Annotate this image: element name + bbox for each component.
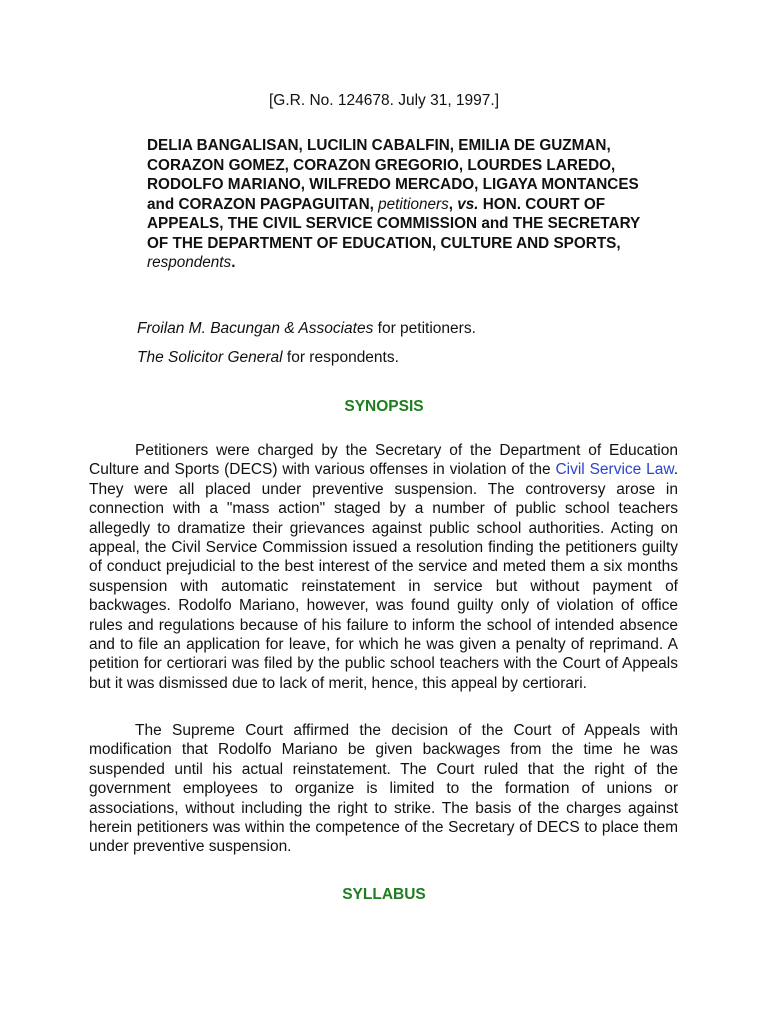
civil-service-law-link[interactable]: Civil Service Law bbox=[555, 461, 674, 479]
synopsis-text: Petitioners were charged by the Secretary of the Department of Education Culture and Sports (DECS) with various offenses in violation of the bbox=[89, 442, 678, 479]
synopsis-text: The Supreme Court affirmed the decision of the Court of Appeals with modification that Rodolfo Mariano be given backwages from the time he was suspended until his actual reinstatement. The Court ruled that the right of the government employees to organize is limited to the formation of unions or associations, without including the right to strike. The basis of the charges against herein petitioners was within the competence of the Secretary of DECS to place them under preventive suspension. bbox=[89, 722, 678, 856]
synopsis-heading: SYNOPSIS bbox=[344, 398, 424, 415]
respondents-role: respondents bbox=[147, 254, 232, 271]
synopsis-text: . They were all placed under preventive suspension. The controversy arose in connection with a "mass action" staged by a number of public school teachers allegedly to dramatize their grievances against public school authorities. Acting on appeal, the Civil Service Commission issued a resolution finding the petitioners guilty of conduct prejudicial to the best interest of the service and meted them a six months suspension with automatic reinstatement in service but without payment of backwages. Rodolfo Mariano, however, was found guilty only of violation of office rules and regulations because of his failure to inform the school of intended absence and to file an application for leave, for which he was given a penalty of reprimand. A petition for certiorari was filed by the public school teachers with the Court of Appeals but it was dismissed due to lack of merit, hence, this appeal by certiorari. bbox=[89, 461, 678, 692]
counsel-for-petitioners bbox=[137, 320, 697, 338]
respondents-counsel-name: The Solicitor General bbox=[137, 349, 283, 366]
petitioners-names: DELIA BANGALISAN, LUCILIN CABALFIN, EMILIA DE GUZMAN, CORAZON GOMEZ, CORAZON GREGORIO, LOURDES LAREDO, RODOLFO MARIANO, WILFREDO MERCADO, LIGAYA MONTANCES and CORAZON PAGPAGUITAN bbox=[147, 137, 639, 213]
petitioners-counsel-suffix: for petitioners. bbox=[373, 320, 476, 337]
respondents-names: HON. COURT OF APPEALS, THE CIVIL SERVICE COMMISSION and THE SECRETARY OF THE DEPARTMENT OF EDUCATION, CULTURE AND SPORTS bbox=[147, 195, 640, 252]
caption-separator: , bbox=[448, 195, 458, 213]
caption-end: . bbox=[231, 254, 236, 271]
respondents-counsel-suffix: for respondents. bbox=[282, 349, 399, 366]
syllabus-heading: SYLLABUS bbox=[342, 886, 426, 903]
case-caption bbox=[147, 136, 647, 273]
caption-separator: , bbox=[369, 195, 379, 213]
counsel-for-respondents bbox=[137, 349, 697, 367]
versus-label: vs. bbox=[457, 195, 479, 213]
petitioners-role: petitioners bbox=[378, 195, 449, 213]
synopsis-paragraph-2 bbox=[89, 721, 678, 857]
caption-separator: , bbox=[616, 234, 621, 252]
synopsis-paragraph-1 bbox=[89, 441, 678, 693]
case-number: [G.R. No. 124678. July 31, 1997.] bbox=[268, 92, 500, 109]
petitioners-counsel-name: Froilan M. Bacungan & Associates bbox=[137, 320, 374, 337]
